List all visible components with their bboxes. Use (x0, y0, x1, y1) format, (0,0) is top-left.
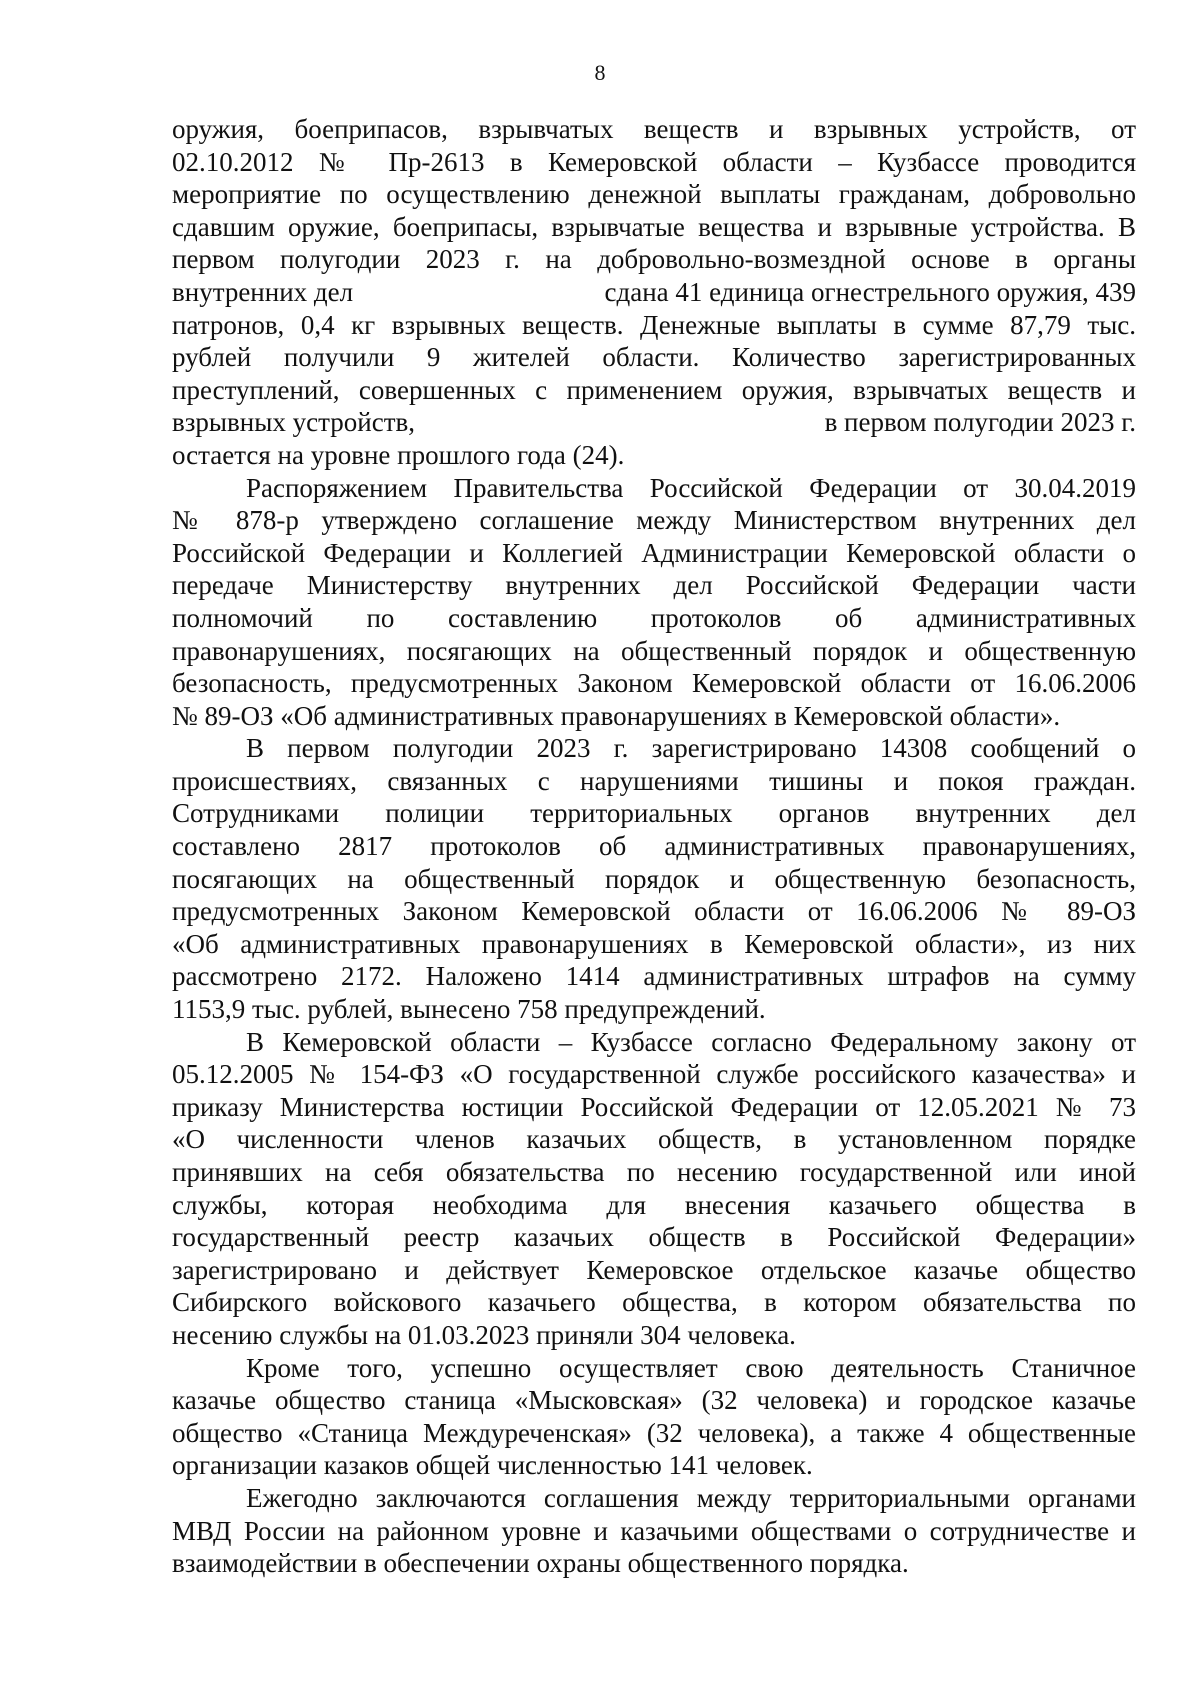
text-line: происшествиях, связанных с нарушениями тишины и покоя граждан. (172, 765, 1136, 796)
text-line: 02.10.2012 № Пр-2613 в Кемеровской области – Кузбассе проводится (172, 146, 1136, 177)
text-line: оружия, боеприпасов, взрывчатых веществ и взрывных устройств, от (172, 114, 1136, 144)
text-line: Распоряжением Правительства Российской Федерации от 30.04.2019 (246, 472, 1136, 503)
text-line: полномочий по составлению протоколов об административных (172, 602, 1136, 633)
text-line: взаимодействии в обеспечении охраны общественного порядка. (172, 1548, 909, 1579)
text-line: приказу Министерства юстиции Российской Федерации от 12.05.2021 № 73 (172, 1091, 1136, 1122)
text-line: 05.12.2005 № 154-ФЗ «О государственной службе российского казачества» и (172, 1059, 1136, 1090)
text-line: остается на уровне прошлого года (24). (172, 439, 625, 470)
text-line: «О численности членов казачьих обществ, в установленном порядке (172, 1124, 1136, 1155)
text-line: первом полугодии 2023 г. на добровольно-возмездной основе в органы (172, 244, 1136, 275)
text-line: предусмотренных Законом Кемеровской области от 16.06.2006 № 89-ОЗ (172, 896, 1136, 927)
text-fragment: сдана 41 единица огнестрельного оружия, 439 (604, 276, 1136, 307)
text-fragment: в первом полугодии 2023 г. (824, 407, 1136, 438)
document-body (172, 113, 1136, 1580)
text-line: 1153,9 тыс. рублей, вынесено 758 предупреждений. (172, 994, 766, 1025)
paragraph-weapons-buyback (172, 113, 1136, 472)
text-line: В первом полугодии 2023 г. зарегистрировано 14308 сообщений о (246, 733, 1136, 764)
text-line: рассмотрено 2172. Наложено 1414 административных штрафов на сумму (172, 961, 1136, 992)
text-line: № 89-ОЗ «Об административных правонарушениях в Кемеровской области». (172, 700, 1061, 731)
paragraph-stanitsa-societies (172, 1352, 1136, 1482)
text-line: «Об административных правонарушениях в Кемеровской области», из них (172, 928, 1136, 959)
text-line: Кроме того, успешно осуществляет свою деятельность Станичное (246, 1352, 1136, 1383)
paragraph-noise-violations (172, 732, 1136, 1025)
text-line: зарегистрировано и действует Кемеровское отдельское казачье общество (172, 1254, 1136, 1285)
text-line: Российской Федерации и Коллегией Администрации Кемеровской области о (172, 537, 1136, 568)
text-line: службы, которая необходима для внесения казачьего общества в (172, 1189, 1136, 1220)
page-number: 8 (594, 60, 606, 85)
text-line-with-redaction (172, 276, 1136, 309)
text-line: посягающих на общественный порядок и общественную безопасность, (172, 863, 1136, 894)
text-fragment: внутренних дел (172, 276, 354, 307)
text-line: составлено 2817 протоколов об административных правонарушениях, (172, 831, 1136, 862)
paragraph-government-order (172, 472, 1136, 733)
text-line: передаче Министерству внутренних дел Российской Федерации части (172, 570, 1136, 601)
text-line: несению службы на 01.03.2023 приняли 304 человека. (172, 1319, 796, 1350)
text-line: № 878-р утверждено соглашение между Министерством внутренних дел (172, 505, 1136, 536)
text-line: организации казаков общей численностью 141 человек. (172, 1450, 813, 1481)
text-line: патронов, 0,4 кг взрывных веществ. Денежные выплаты в сумме 87,79 тыс. (172, 309, 1136, 340)
text-line: В Кемеровской области – Кузбассе согласно Федеральному закону от (246, 1026, 1136, 1057)
text-line: безопасность, предусмотренных Законом Кемеровской области от 16.06.2006 (172, 668, 1136, 699)
paragraph-annual-agreements (172, 1482, 1136, 1580)
text-line: принявших на себя обязательства по несению государственной или иной (172, 1157, 1136, 1187)
paragraph-cossack-society (172, 1026, 1136, 1352)
text-line: Сотрудниками полиции территориальных органов внутренних дел (172, 798, 1136, 829)
text-line: казачье общество станица «Мысковская» (32 человека) и городское казачье (172, 1385, 1136, 1416)
text-line-with-redaction (172, 406, 1136, 439)
text-line: мероприятие по осуществлению денежной выплаты гражданам, добровольно (172, 179, 1136, 210)
text-line: МВД России на районном уровне и казачьими обществами о сотрудничестве и (172, 1515, 1136, 1546)
text-line: рублей получили 9 жителей области. Количество зарегистрированных (172, 342, 1136, 373)
text-fragment: взрывных устройств, (172, 407, 415, 438)
text-line: Сибирского войскового казачьего общества, в котором обязательства по (172, 1287, 1136, 1318)
text-line: общество «Станица Междуреченская» (32 человека), а также 4 общественные (172, 1417, 1136, 1448)
text-line: Ежегодно заключаются соглашения между территориальными органами (246, 1482, 1136, 1513)
text-line: преступлений, совершенных с применением оружия, взрывчатых веществ и (172, 374, 1136, 405)
text-line: правонарушениях, посягающих на общественный порядок и общественную (172, 635, 1136, 666)
text-line: сдавшим оружие, боеприпасы, взрывчатые вещества и взрывные устройства. В (172, 211, 1136, 242)
text-line: государственный реестр казачьих обществ в Российской Федерации» (172, 1222, 1136, 1253)
